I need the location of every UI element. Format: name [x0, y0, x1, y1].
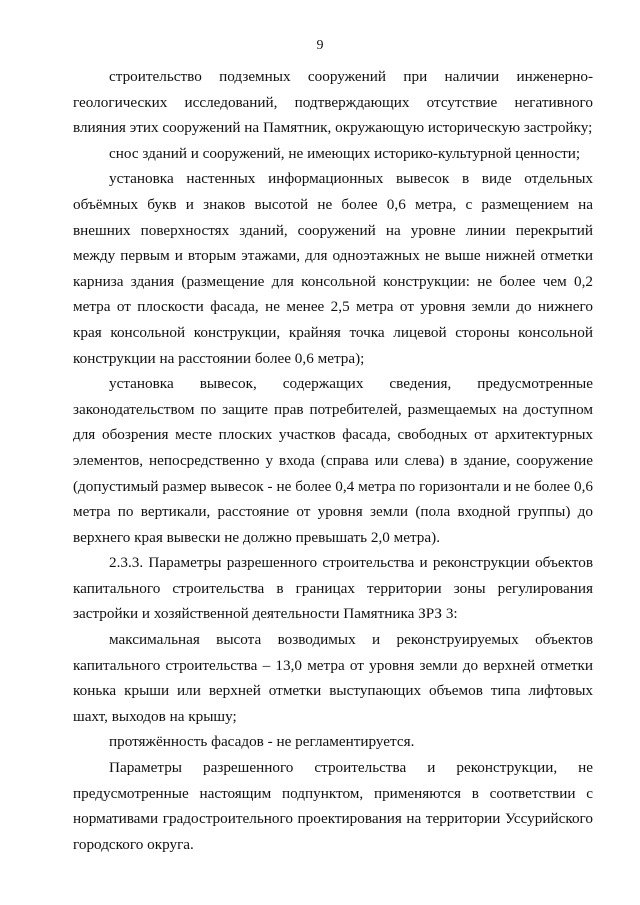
paragraph-other-parameters: Параметры разрешенного строительства и реконструкции, не предусмотренные настоящим подпунктом, применяются в соответствии с нормативами градостроительного проектирования на территории Уссурийского городского округа.: [73, 759, 593, 853]
paragraph-max-height: максимальная высота возводимых и реконструируемых объектов капитального строительства – 13,0 метра от уровня земли до верхней отметки конька крыши или верхней отметки выступающих объемов типа лифтовых шахт, выходов на крышу;: [73, 631, 593, 725]
paragraph-section-2-3-3: 2.3.3. Параметры разрешенного строительства и реконструкции объектов капитального строительства в границах территории зоны регулирования застройки и хозяйственной деятельности Памятника ЗРЗ 3:: [73, 554, 593, 623]
paragraph-consumer-signs: установка вывесок, содержащих сведения, предусмотренные законодательством по защите прав потребителей, размещаемых на доступном для обозрения месте плоских участков фасада, свободных от архитектурных элементов, непосредственно у входа (справа или слева) в здание, сооружение (допустимый размер вывесок - не более 0,4 метра по горизонтали и не более 0,6 метра по вертикали, расстояние от уровня земли (пола входной группы) до верхнего края вывески не должно превышать 2,0 метра).: [73, 375, 593, 546]
paragraph-facade-length: протяжённость фасадов - не регламентируется.: [109, 733, 415, 751]
paragraph-demolition: снос зданий и сооружений, не имеющих историко-культурной ценности;: [109, 144, 581, 162]
page-number: 9: [316, 38, 324, 53]
paragraph-wall-signs: установка настенных информационных вывесок в виде отдельных объёмных букв и знаков высотой не более 0,6 метра, с размещением на внешних поверхностях зданий, сооружений на уровне линии перекрытий между первым и вторым этажами, для одноэтажных не выше нижней отметки карниза здания (размещение для консольной конструкции: не более чем 0,2 метра от плоскости фасада, не менее 2,5 метра от уровня земли до нижнего края консольной конструкции, крайняя точка лицевой стороны консольной конструкции на расстоянии более 0,6 метра);: [73, 170, 593, 367]
paragraph-underground-construction: строительство подземных сооружений при наличии инженерно-геологических исследований, подтверждающих отсутствие негативного влияния этих сооружений на Памятник, окружающую историческую застройку;: [73, 68, 593, 137]
document-body: [73, 64, 593, 857]
